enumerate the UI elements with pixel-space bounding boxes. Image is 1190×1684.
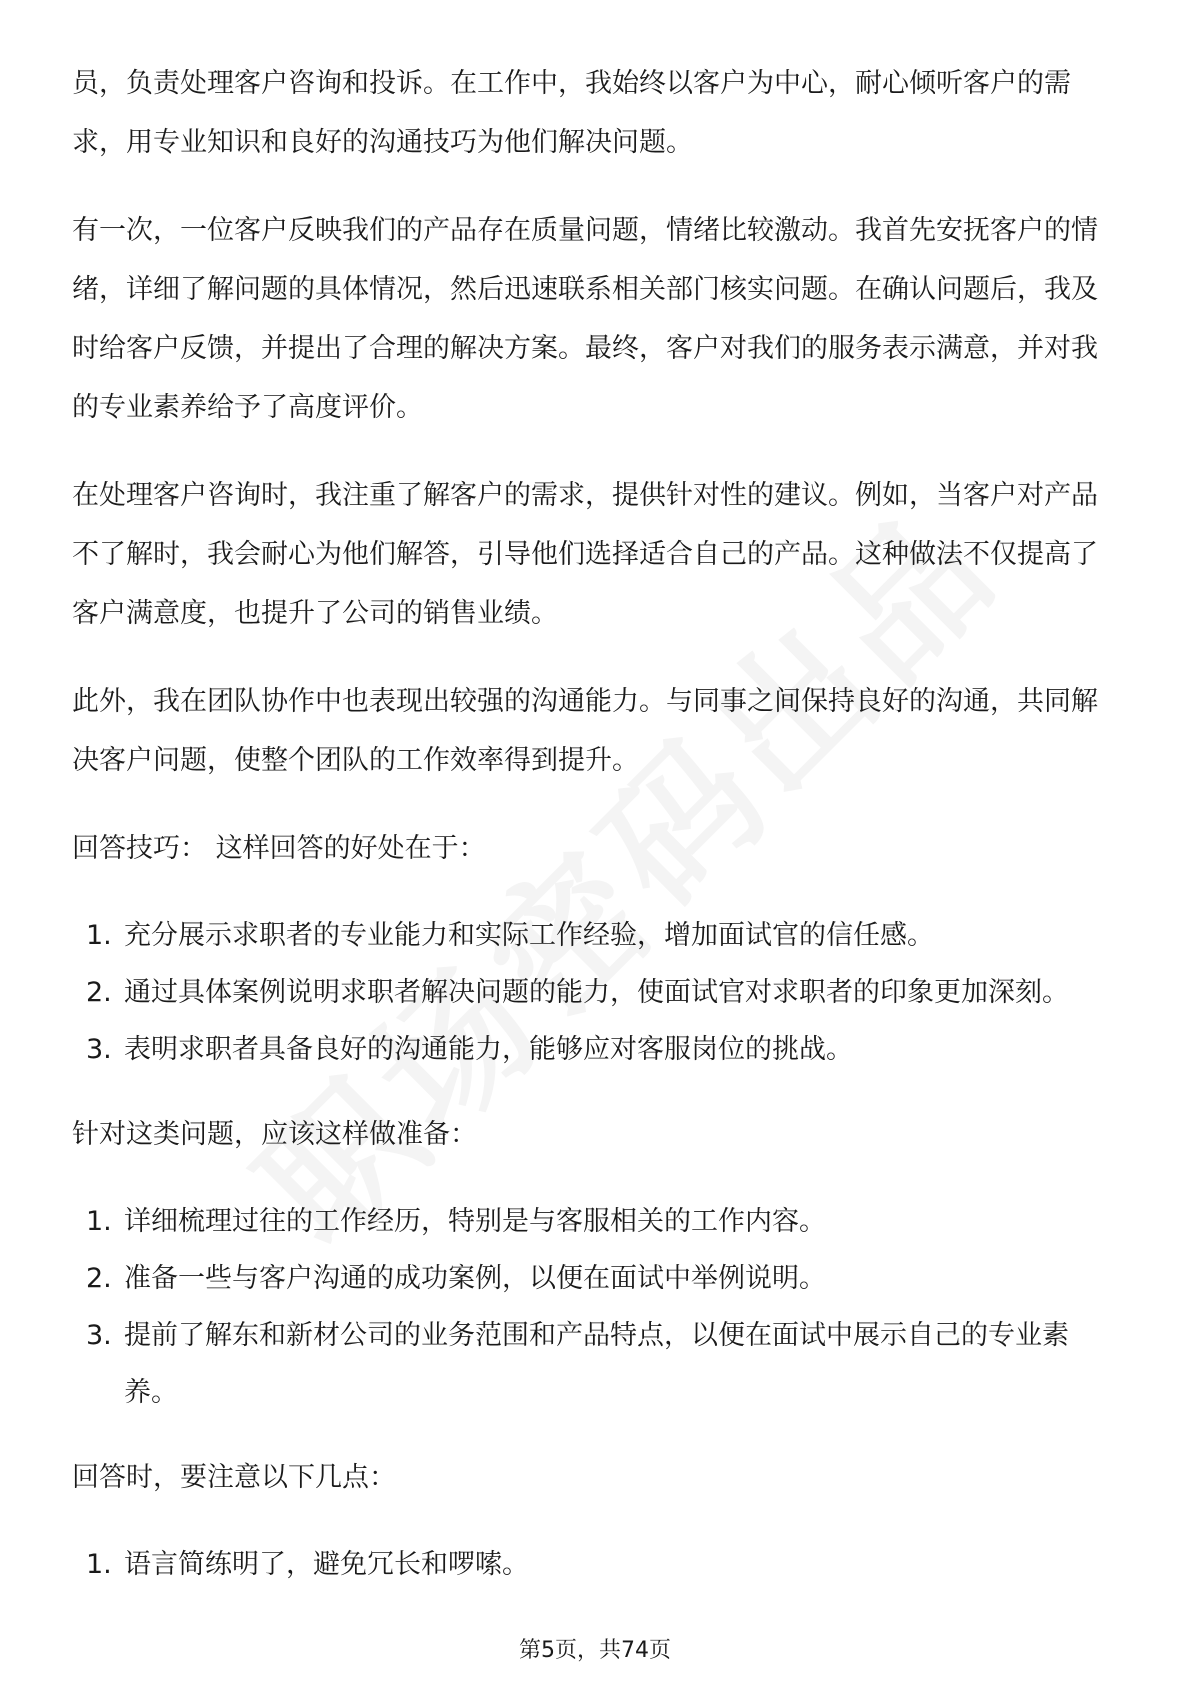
list-item [72,1021,1120,1078]
paragraph-teamwork: 此外，我在团队协作中也表现出较强的沟通能力。与同事之间保持良好的沟通，共同解决客户问题，使整个团队的工作效率得到提升。 [72,686,1098,776]
list-number: 3. [86,1034,112,1065]
paragraph-consultation: 在处理客户咨询时，我注重了解客户的需求，提供针对性的建议。例如，当客户对产品不了解时，我会耐心为他们解答，引导他们选择适合自己的产品。这种做法不仅提高了客户满意度，也提升了公司的销售业绩。 [72,480,1098,629]
heading-notes: 回答时，要注意以下几点： [72,1462,396,1493]
list-number: 2. [86,977,112,1008]
list-item [72,1193,1120,1250]
list-item [72,907,1120,964]
list-number: 1. [86,1549,112,1580]
list-item-text: 提前了解东和新材公司的业务范围和产品特点，以便在面试中展示自己的专业素养。 [124,1320,1069,1408]
list-item-text: 通过具体案例说明求职者解决问题的能力，使面试官对求职者的印象更加深刻。 [124,977,1069,1008]
list-number: 1. [86,920,112,951]
list-item-text: 准备一些与客户沟通的成功案例，以便在面试中举例说明。 [124,1263,826,1294]
list-item [72,964,1120,1021]
list-number: 3. [86,1320,112,1351]
page-footer: 第5页，共74页 [519,1638,671,1663]
heading-answer-tips: 回答技巧： 这样回答的好处在于： [72,833,486,864]
list-item-text: 语言简练明了，避免冗长和啰嗦。 [124,1549,529,1580]
paragraph-intro-continued: 员，负责处理客户咨询和投诉。在工作中，我始终以客户为中心，耐心倾听客户的需求，用专业知识和良好的沟通技巧为他们解决问题。 [72,68,1071,158]
list-item [72,1536,1120,1593]
document-body [72,54,1120,1620]
list-number: 2. [86,1263,112,1294]
notes-list [72,1536,1120,1593]
paragraph-example-case: 有一次，一位客户反映我们的产品存在质量问题，情绪比较激动。我首先安抚客户的情绪，详细了解问题的具体情况，然后迅速联系相关部门核实问题。在确认问题后，我及时给客户反馈，并提出了合理的解决方案。最终，客户对我们的服务表示满意，并对我的专业素养给予了高度评价。 [72,215,1098,423]
list-item-text: 表明求职者具备良好的沟通能力，能够应对客服岗位的挑战。 [124,1034,853,1065]
heading-preparation: 针对这类问题，应该这样做准备： [72,1119,477,1150]
list-item-text: 详细梳理过往的工作经历，特别是与客服相关的工作内容。 [124,1206,826,1237]
preparation-list [72,1193,1120,1421]
list-item [72,1307,1120,1421]
list-item [72,1250,1120,1307]
list-number: 1. [86,1206,112,1237]
answer-tips-list [72,907,1120,1078]
list-item-text: 充分展示求职者的专业能力和实际工作经验，增加面试官的信任感。 [124,920,934,951]
